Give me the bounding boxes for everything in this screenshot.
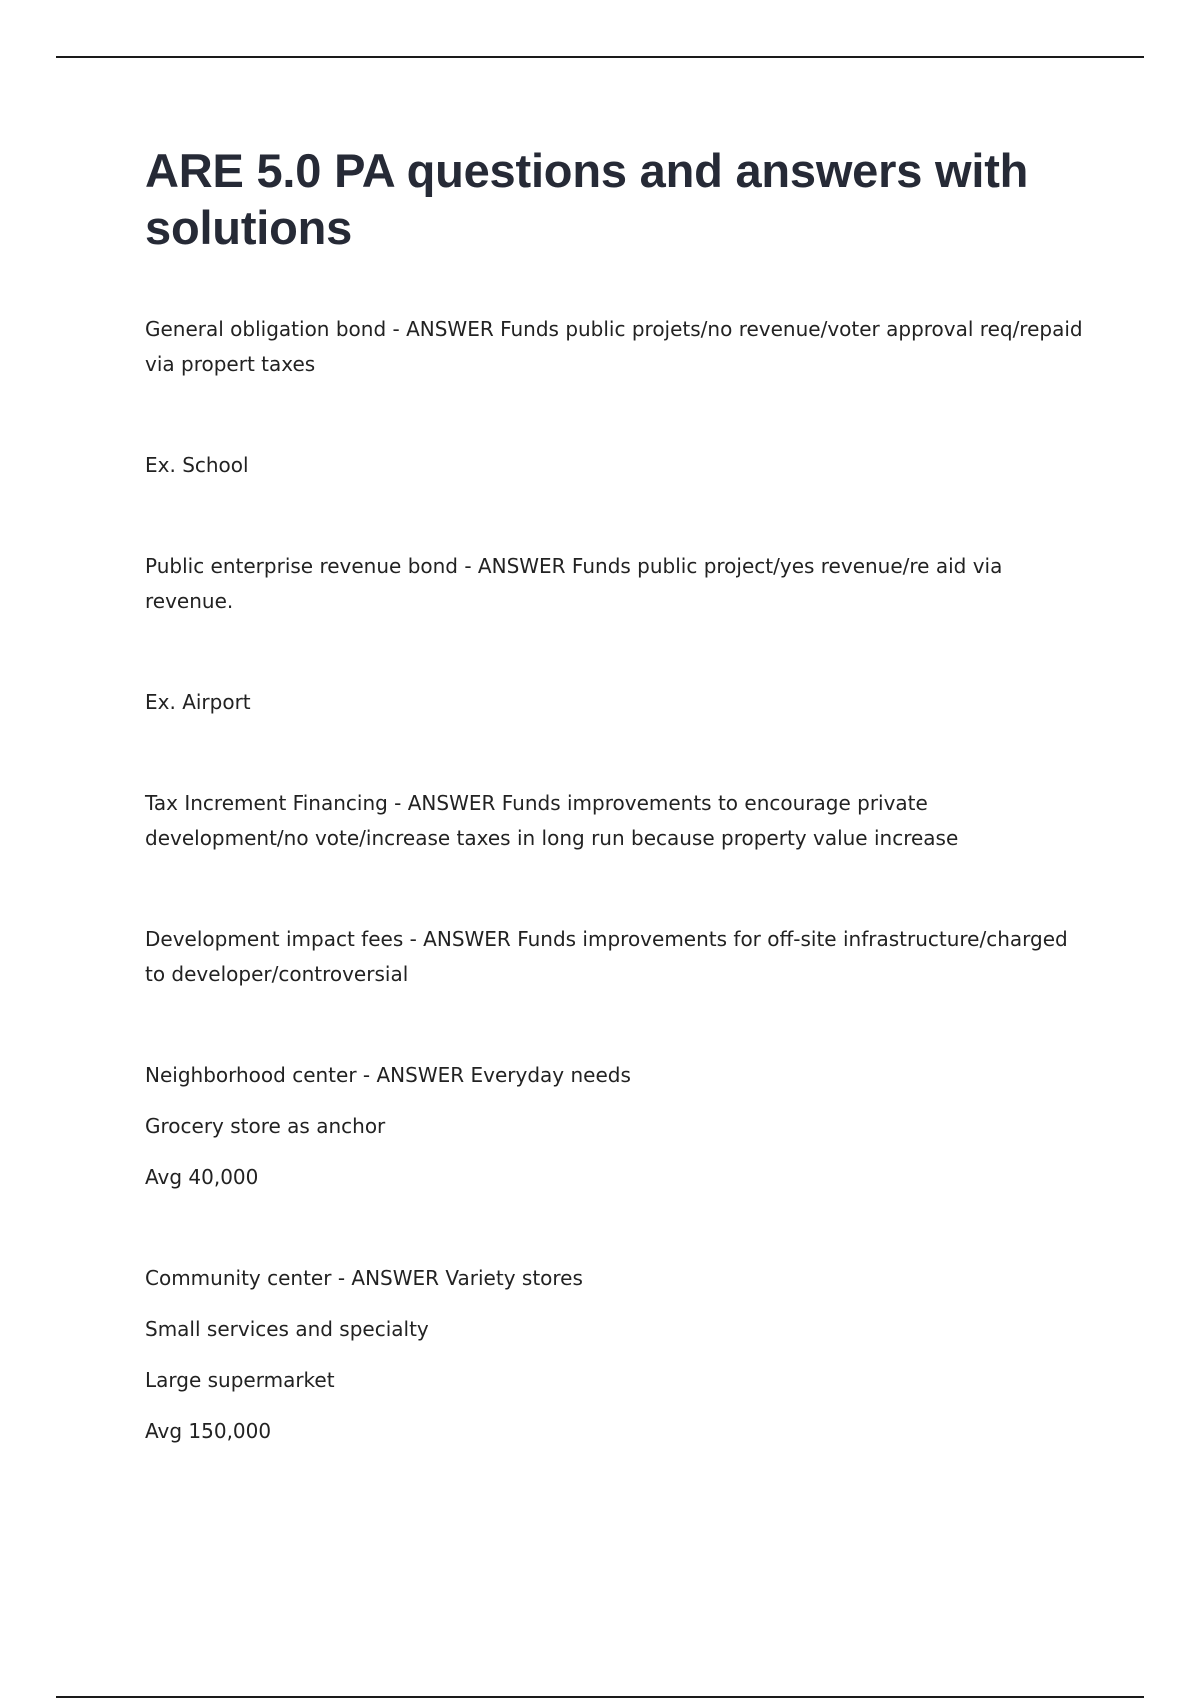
entry-text: Tax Increment Financing - ANSWER Funds improvements to encourage private development/no vote/increase taxes in long run because property value increase (145, 791, 959, 850)
entry-text: General obligation bond - ANSWER Funds public projets/no revenue/voter approval req/repaid via propert taxes (145, 317, 1083, 376)
entry-text: Ex. Airport (145, 690, 251, 714)
top-divider (56, 56, 1144, 58)
entry-text: Large supermarket (145, 1368, 335, 1392)
entry-example-airport (145, 685, 1085, 720)
entry-text: Small services and specialty (145, 1317, 429, 1341)
entry-public-enterprise-revenue-bond (145, 549, 1085, 619)
entry-text: Avg 150,000 (145, 1419, 272, 1443)
entry-text: Ex. School (145, 453, 249, 477)
entry-text: Community center - ANSWER Variety stores (145, 1266, 583, 1290)
entry-community-center (145, 1261, 1085, 1449)
entry-text: Public enterprise revenue bond - ANSWER Funds public project/yes revenue/re aid via revenue. (145, 554, 1003, 613)
entry-development-impact-fees (145, 922, 1085, 992)
entry-general-obligation-bond (145, 312, 1085, 382)
entry-text: Avg 40,000 (145, 1165, 259, 1189)
entry-text: Development impact fees - ANSWER Funds improvements for off-site infrastructure/charged to developer/controversial (145, 927, 1068, 986)
bottom-divider (56, 1696, 1144, 1698)
entry-text: Grocery store as anchor (145, 1114, 386, 1138)
entry-tax-increment-financing (145, 786, 1085, 856)
entry-text: Neighborhood center - ANSWER Everyday needs (145, 1063, 631, 1087)
page-title: ARE 5.0 PA questions and answers with solutions (145, 144, 1029, 254)
document-body (145, 312, 1085, 1449)
entry-example-school (145, 448, 1085, 483)
entry-neighborhood-center (145, 1058, 1085, 1195)
